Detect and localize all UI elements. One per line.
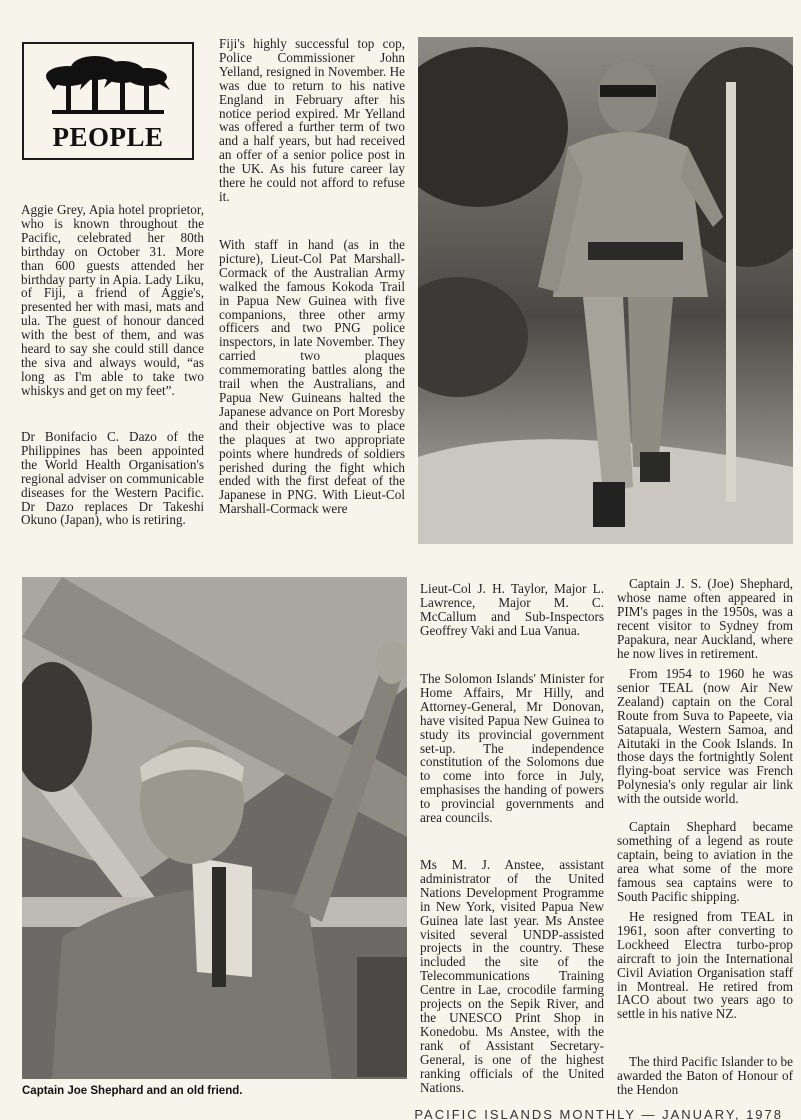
marshall-cormack-article: With staff in hand (as in the picture), Lieut-Col Pat Marshall-Cormack of the Australian Army walked the famous Kokoda Trail in Papua New Guinea with five companions, three other army officers and two PNG police inspectors, in late November. They carried two plaques commemorating battles along the trail when the Australians, and Papua New Guineans halted the Japanese advance on Port Moresby and their objective was to place the plaques at two appropriate points where hundreds of soldiers perished during the fight which ended with the first defeat of the Japanese in PNG. With Lieut-Col Marshall-Cormack were	[219, 237, 405, 517]
yelland-article: Fiji's highly successful top cop, Police Commissioner John Yelland, resigned in November. He was due to return to his native England in February after his notice period expired. Mr Yelland was offered a further term of two and a half years, but had received an offer of a senior police post in the UK. As his future career lay there he could not afford to refuse it.	[219, 36, 405, 204]
anstee-article: Ms M. J. Anstee, assistant administrator of the United Nations Development Programme in New York, visited Papua New Guinea late last year. Ms Anstee visited several UNDP-assisted projects in the country. These included the site of the Telecommunications Training Centre in Lae, crocodile farming projects on the Sepik River, and the UNESCO Print Shop in Konedobu. Ms Anstee, with the rank of Assistant Secretary-General, is one of the highest ranking officials of the United Nations.	[420, 857, 604, 1095]
page-footer: PACIFIC ISLANDS MONTHLY — JANUARY, 1978	[414, 1107, 783, 1120]
aggie-grey-article: Aggie Grey, Apia hotel proprietor, who is known throughout the Pacific, celebrated her 80th birthday on October 31. More than 600 guests attended her birthday party in Apia. Lady Liku, of Fiji, a friend of Aggie's, presented her with masi, mats and ula. The guest of honour danced with the best of them, and was heard to say she could still dance the siva and always would, “as long as I'm able to take two whiskys and get on my feet”.	[21, 202, 204, 398]
baton-article: The third Pacific Islander to be awarded the Baton of Honour of the Hendon	[617, 1054, 793, 1097]
taylor-continuation: Lieut-Col J. H. Taylor, Major L. Lawrence, Major M. C. McCallum and Sub-Inspectors Geoffrey Vaki and Lua Vanua.	[420, 581, 604, 638]
people-section-logo	[22, 42, 194, 160]
soldier-photo	[418, 37, 793, 544]
solomon-islands-article: The Solomon Islands' Minister for Home Affairs, Mr Hilly, and Attorney-General, Mr Donovan, have visited Papua New Guinea to study its provincial government set-up. The independence constitution of the Solomons due to come into force in July, emphasises the handing of powers to provincial governments and area councils.	[420, 671, 604, 826]
palm-trees-icon	[44, 50, 174, 120]
shephard-article-retired: He resigned from TEAL in 1961, soon after converting to Lockheed Electra turbo-prop aircraft to join the International Civil Aviation Organisation staff in Montreal. He retired from IACO about two years ago to settle in his native NZ.	[617, 909, 793, 1022]
shephard-photo	[22, 577, 407, 1079]
shephard-article-legend: Captain Shephard became something of a legend as route captain, being to aviation in the area what some of the more famous sea captains were to South Pacific shipping.	[617, 819, 793, 904]
section-title: PEOPLE	[52, 122, 164, 152]
dazo-article: Dr Bonifacio C. Dazo of the Philippines has been appointed the World Health Organisation's regional adviser on communicable diseases for the Western Pacific. Dr Dazo replaces Dr Takeshi Okuno (Japan), who is retiring.	[21, 429, 204, 528]
shephard-article-teal: From 1954 to 1960 he was senior TEAL (now Air New Zealand) captain on the Coral Route from Suva to Papeete, via Satapuala, Western Samoa, and Aitutaki in the Cook Islands. In those days the fortnightly Solent flying-boat service was French Polynesia's only regular air link with the outside world.	[617, 666, 793, 807]
shephard-photo-caption: Captain Joe Shephard and an old friend.	[22, 1085, 243, 1097]
shephard-article-intro: Captain J. S. (Joe) Shephard, whose name often appeared in PIM's pages in the 1950s, was a recent visitor to Sydney from Papakura, near Auckland, where he now lives in retirement.	[617, 576, 793, 661]
